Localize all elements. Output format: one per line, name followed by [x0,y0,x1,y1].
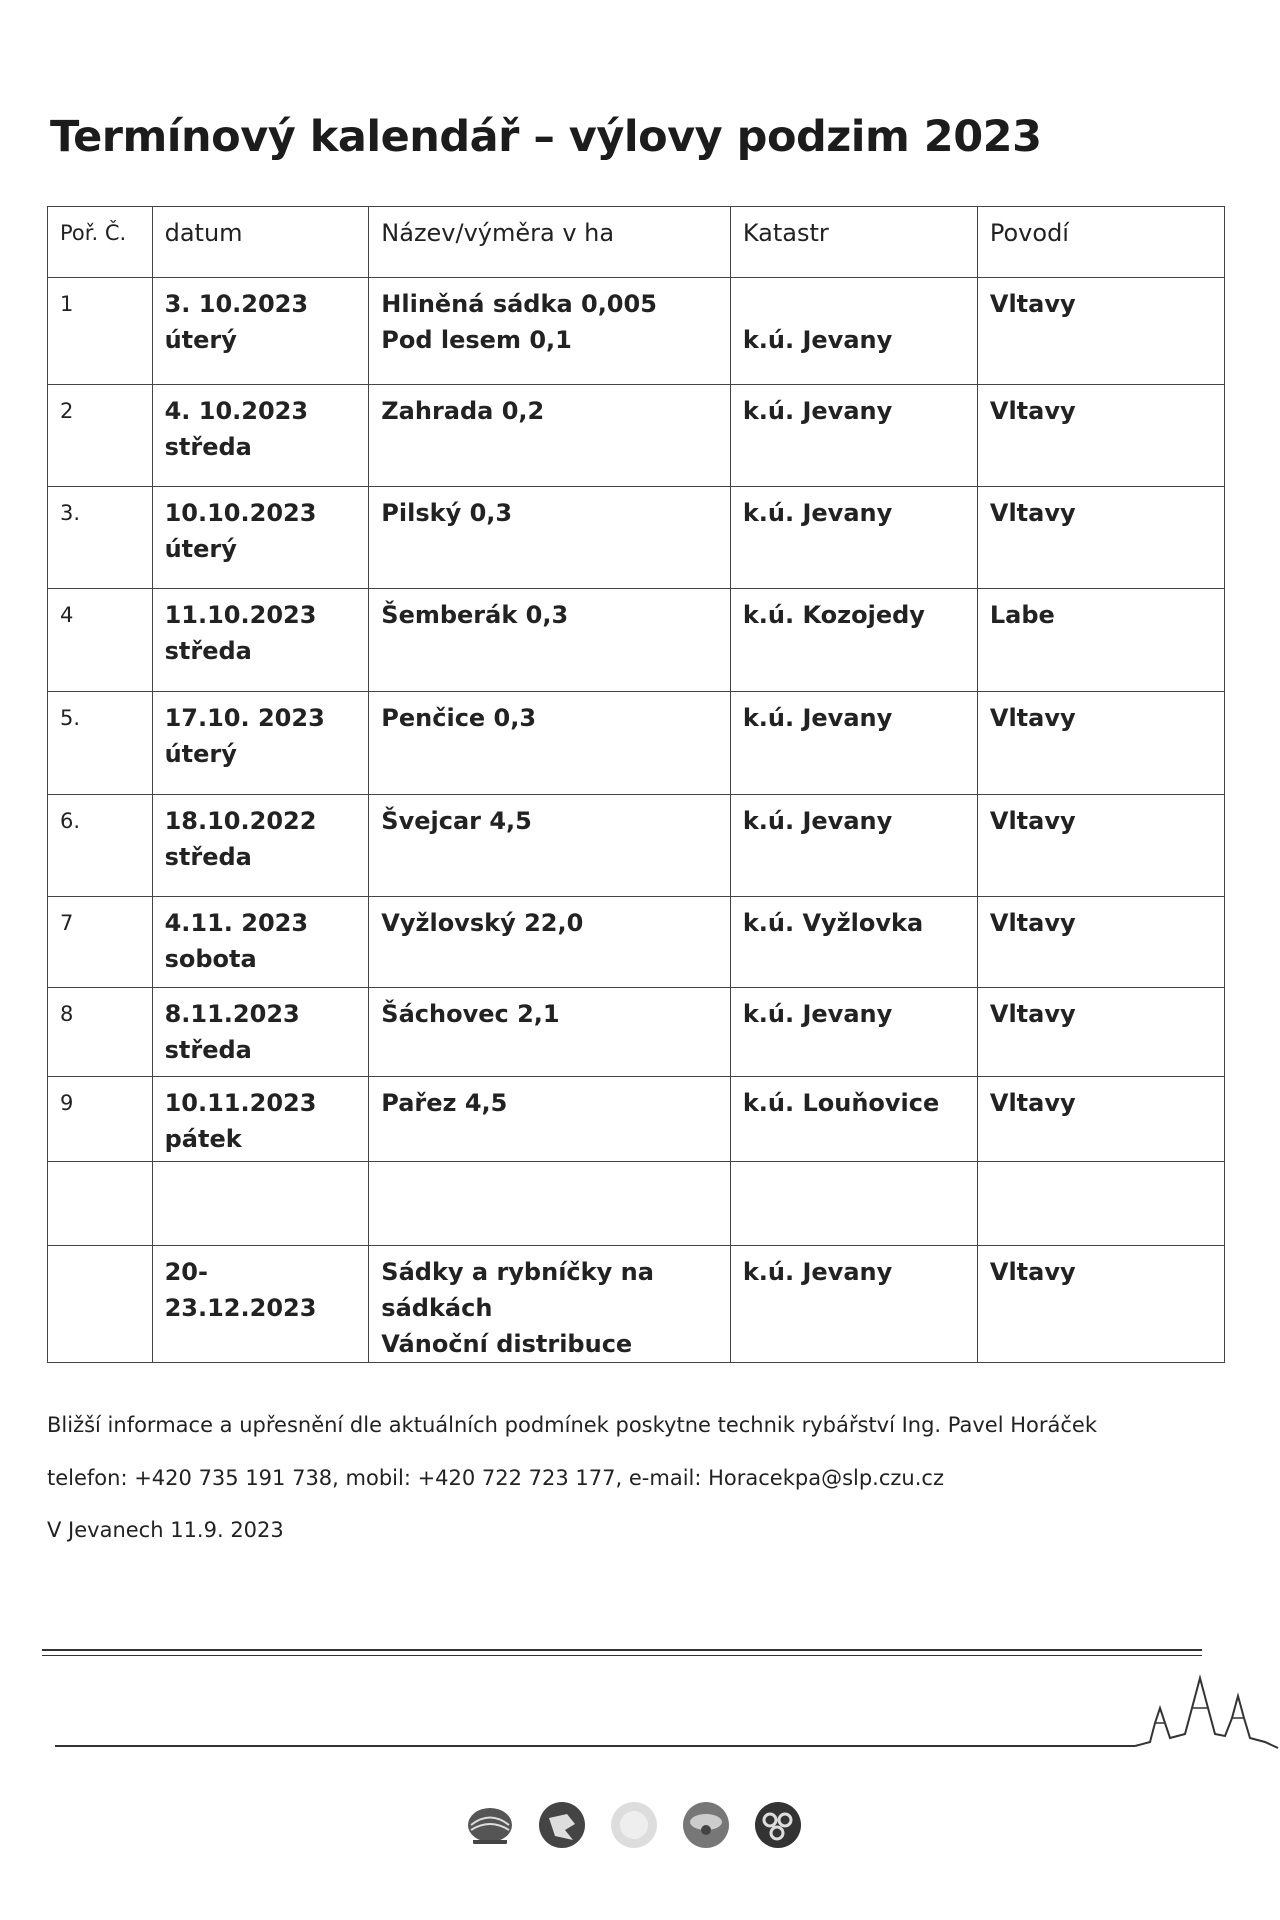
row-number: 3. [60,501,81,525]
cell-date [152,1162,369,1246]
table-header-row [48,207,1225,278]
row-name: Pilský 0,3 [381,499,513,527]
row-date: 10.10.2023 [164,499,317,527]
cell-no [48,1246,153,1363]
row-katastr: k.ú. Vyžlovka [742,909,924,937]
row-povodi: Vltavy [989,499,1076,527]
table-row [48,795,1225,897]
cell-katastr [730,1246,977,1363]
row-day: pátek [164,1125,242,1153]
cell-no [48,1162,153,1246]
row-katastr: k.ú. Jevany [742,499,893,527]
row-day: středa [164,843,252,871]
calendar-table [47,206,1225,1363]
row-povodi: Labe [989,601,1055,629]
logo-1 [465,1800,515,1850]
cell-date [152,589,369,692]
cell-name [369,487,731,589]
cell-date [152,897,369,988]
row-number: 4 [60,603,74,627]
row-povodi: Vltavy [989,290,1076,318]
row-name-2: Vánoční distribuce [381,1330,633,1358]
cell-povodi [977,385,1224,487]
cell-no [48,385,153,487]
castle-icon [1130,1668,1280,1758]
cell-povodi [977,795,1224,897]
row-name: Švejcar 4,5 [381,807,532,835]
cell-no [48,278,153,385]
footer-place-date: V Jevanech 11.9. 2023 [47,1518,284,1542]
cell-name [369,692,731,795]
row-number: 1 [60,292,74,316]
row-katastr: k.ú. Jevany [742,704,893,732]
table-row [48,1162,1225,1246]
table-row [48,487,1225,589]
row-number: 6. [60,809,81,833]
row-povodi: Vltavy [989,1000,1076,1028]
row-day: úterý [164,535,237,563]
table-row [48,385,1225,487]
divider-top-2 [42,1655,1202,1656]
row-povodi: Vltavy [989,704,1076,732]
cell-name [369,897,731,988]
cell-no [48,988,153,1077]
cell-katastr [730,692,977,795]
cell-povodi [977,897,1224,988]
row-date: 4.11. 2023 [164,909,309,937]
row-number: 7 [60,911,74,935]
row-name: Šemberák 0,3 [381,601,569,629]
cell-povodi [977,1246,1224,1363]
row-day: středa [164,637,252,665]
cell-date [152,795,369,897]
row-povodi: Vltavy [989,807,1076,835]
row-katastr: k.ú. Jevany [742,1000,893,1028]
cell-name [369,1077,731,1162]
row-number: 9 [60,1091,74,1115]
logo-2 [537,1800,587,1850]
divider-top [42,1649,1202,1651]
cell-katastr [730,487,977,589]
row-katastr: k.ú. Jevany [742,807,893,835]
cell-katastr [730,988,977,1077]
logo-3 [609,1800,659,1850]
cell-no [48,1077,153,1162]
row-date: 10.11.2023 [164,1089,317,1117]
row-number: 5. [60,706,81,730]
table-row [48,278,1225,385]
cell-date [152,1077,369,1162]
row-name: Zahrada 0,2 [381,397,545,425]
row-povodi: Vltavy [989,397,1076,425]
logos-row [465,1800,803,1850]
row-day: středa [164,433,252,461]
cell-date [152,1246,369,1363]
row-katastr: k.ú. Louňovice [742,1089,940,1117]
cell-date [152,487,369,589]
row-katastr: k.ú. Kozojedy [742,601,925,629]
row-povodi: Vltavy [989,1258,1076,1286]
cell-name [369,1162,731,1246]
logo-5 [753,1800,803,1850]
cell-name [369,589,731,692]
logo-4 [681,1800,731,1850]
cell-date [152,692,369,795]
cell-katastr [730,795,977,897]
row-povodi: Vltavy [989,1089,1076,1117]
row-name: Šáchovec 2,1 [381,1000,560,1028]
table-row [48,692,1225,795]
row-number: 8 [60,1002,74,1026]
row-name: Sádky a rybníčky na sádkách [381,1258,654,1322]
footer-info: Bližší informace a upřesnění dle aktuálních podmínek poskytne technik rybářství Ing. Pavel Horáček [47,1413,1097,1437]
row-katastr: k.ú. Jevany [742,397,893,425]
header-katastr: Katastr [730,207,977,278]
row-day: středa [164,1036,252,1064]
cell-povodi [977,487,1224,589]
table-row [48,988,1225,1077]
row-day: sobota [164,945,257,973]
row-katastr: k.ú. Jevany [742,326,893,354]
row-date: 3. 10.2023 [164,290,309,318]
header-nazev: Název/výměra v ha [369,207,731,278]
row-date: 8.11.2023 [164,1000,300,1028]
row-day: úterý [164,326,237,354]
cell-povodi [977,692,1224,795]
cell-name [369,278,731,385]
table-row [48,897,1225,988]
cell-katastr [730,1077,977,1162]
cell-name [369,988,731,1077]
cell-date [152,988,369,1077]
header-datum: datum [152,207,369,278]
cell-no [48,589,153,692]
cell-name [369,1246,731,1363]
row-povodi: Vltavy [989,909,1076,937]
footer-contact: telefon: +420 735 191 738, mobil: +420 722 723 177, e-mail: Horacekpa@slp.czu.cz [47,1466,944,1490]
row-name: Pařez 4,5 [381,1089,508,1117]
cell-date [152,385,369,487]
cell-katastr [730,385,977,487]
row-day: úterý [164,740,237,768]
cell-povodi [977,1077,1224,1162]
cell-katastr [730,1162,977,1246]
cell-povodi [977,1162,1224,1246]
row-date: 17.10. 2023 [164,704,325,732]
cell-no [48,692,153,795]
table-row [48,1077,1225,1162]
page-title: Termínový kalendář – výlovy podzim 2023 [50,112,1042,162]
row-katastr: k.ú. Jevany [742,1258,893,1286]
table-row [48,1246,1225,1363]
cell-no [48,897,153,988]
cell-povodi [977,589,1224,692]
row-name: Hliněná sádka 0,005 [381,290,657,318]
header-povodi: Povodí [977,207,1224,278]
cell-katastr [730,589,977,692]
cell-katastr [730,278,977,385]
row-number: 2 [60,399,74,423]
cell-name [369,385,731,487]
row-name: Penčice 0,3 [381,704,537,732]
cell-povodi [977,278,1224,385]
table-row [48,589,1225,692]
cell-name [369,795,731,897]
row-date: 18.10.2022 [164,807,317,835]
cell-katastr [730,897,977,988]
row-date: 4. 10.2023 [164,397,309,425]
header-por-c: Poř. Č. [48,207,153,278]
cell-povodi [977,988,1224,1077]
row-date: 11.10.2023 [164,601,317,629]
cell-no [48,487,153,589]
row-name-2: Pod lesem 0,1 [381,326,572,354]
divider-bottom [55,1745,1135,1747]
row-name: Vyžlovský 22,0 [381,909,584,937]
cell-date [152,278,369,385]
row-date: 20-23.12.2023 [164,1258,317,1322]
cell-no [48,795,153,897]
